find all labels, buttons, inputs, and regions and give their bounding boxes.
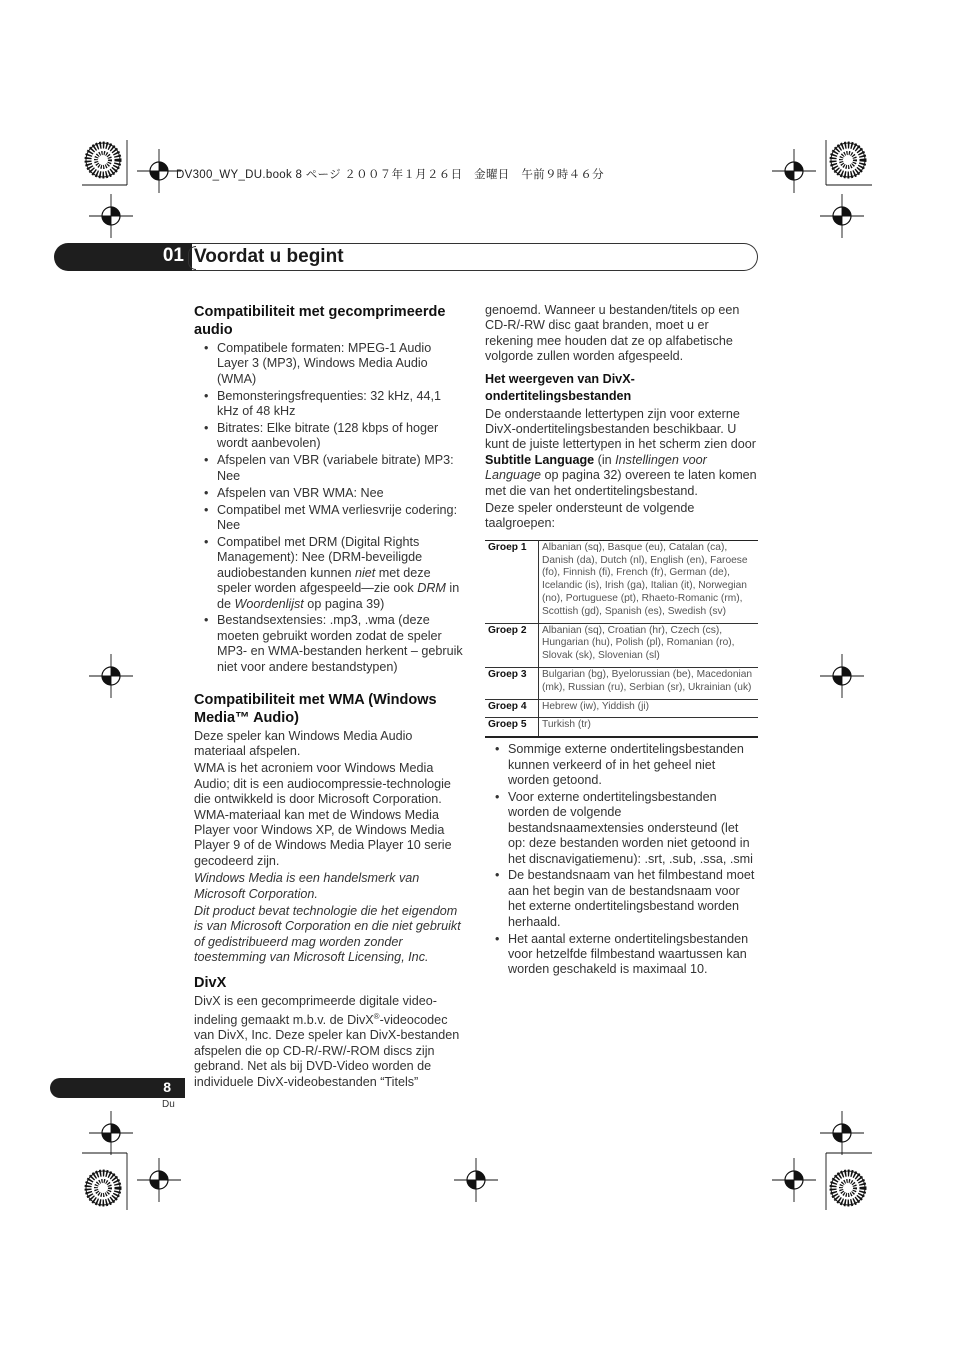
table-row xyxy=(485,540,758,623)
section-heading-divx-subtitles: Het weergeven van DivX-ondertitelingsbestanden xyxy=(485,371,635,403)
page-language-code: Du xyxy=(162,1099,175,1110)
text-run: Instellingen voor Language xyxy=(485,452,707,483)
crosshair-icon xyxy=(454,1158,498,1202)
chapter-number-tab xyxy=(54,243,192,271)
text-run: DivX is een gecomprimeerde digitale video-indeling gemaakt m.b.v. de DivX xyxy=(194,993,437,1028)
chapter-title-bar xyxy=(192,243,758,271)
text-run: Woordenlijst xyxy=(234,596,304,611)
list-item: • De bestandsnaam van het filmbestand moet aan het begin van de bestandsnaam voor het externe ondertitelingsbestand worden herhaald. xyxy=(485,868,758,930)
page-number-tab xyxy=(50,1078,185,1098)
star-target-icon xyxy=(831,143,865,177)
section-heading-divx: DivX xyxy=(194,974,227,991)
subtitle-notes-list xyxy=(485,742,758,978)
crosshair-icon xyxy=(772,149,816,193)
chapter-title: Voordat u begint xyxy=(194,246,344,267)
table-cell-languages: Albanian (sq), Croatian (hr), Czech (cs), Hungarian (hu), Polish (pl), Romanian (ro), Slovak (sk), Slovenian (sl) xyxy=(539,623,759,667)
text-run: DRM xyxy=(417,581,446,596)
paragraph: Deze speler ondersteunt de volgende taalgroepen: xyxy=(485,501,695,531)
table-cell-languages: Hebrew (iw), Yiddish (ji) xyxy=(539,699,759,718)
list-item: • Compatibele formaten: MPEG-1 Audio Layer 3 (MP3), Windows Media Audio (WMA) xyxy=(194,341,466,387)
text-run: niet xyxy=(354,565,376,580)
list-item: • Bitrates: Elke bitrate (128 kbps of hoger wordt aanbevolen) xyxy=(194,421,466,452)
chapter-number: 01 xyxy=(162,245,184,266)
crosshair-icon xyxy=(89,1111,133,1155)
table-cell-languages: Bulgarian (bg), Byelorussian (be), Macedonian (mk), Russian (ru), Serbian (sr), Ukrainian (uk) xyxy=(539,668,759,700)
crosshair-icon xyxy=(772,1158,816,1202)
language-groups-table xyxy=(485,540,758,738)
crosshair-icon xyxy=(137,1158,181,1202)
crosshair-icon xyxy=(820,654,864,698)
paragraph: WMA is het acroniem voor Windows Media Audio; dit is een audiocompressie-technologie die ontwikkeld is door Microsoft Corporation. WMA-materiaal kan met de Windows Media Player voor Windows XP, de Windows Media Player 9 of de Windows Media Player 10 serie gecodeerd zijn. xyxy=(194,761,452,868)
paragraph xyxy=(194,994,466,1090)
paragraph: genoemd. Wanneer u bestanden/titels op een CD-R/-RW disc gaat branden, moet u er rekening mee houden dat ze op alfabetische volgorde zullen worden afgespeeld. xyxy=(485,303,740,364)
text-run: -videocodec van DivX, Inc. Deze speler kan DivX-bestanden afspelen die op CD-R/-RW/-ROM discs zijn gebrand. Net als bij DVD-Video worden de individuele DivX-videobestanden “Titels” xyxy=(194,1013,460,1089)
print-info-line: DV300_WY_DU.book 8 ページ ２００７年１月２６日 金曜日 午前９時４６分 xyxy=(176,169,604,181)
paragraph xyxy=(485,407,758,499)
list-item xyxy=(194,535,466,612)
trademark-note: Windows Media is een handelsmerk van Microsoft Corporation. xyxy=(194,871,420,901)
table-row xyxy=(485,623,758,667)
section-heading-compressed-audio: Compatibiliteit met gecomprimeerde audio xyxy=(194,304,446,338)
crosshair-icon xyxy=(137,149,181,193)
table-cell-group: Groep 4 xyxy=(485,699,539,718)
list-item: • Compatibel met WMA verliesvrije codering: Nee xyxy=(194,503,466,534)
crosshair-icon xyxy=(89,194,133,238)
crosshair-icon xyxy=(820,1111,864,1155)
star-target-icon xyxy=(831,1171,865,1205)
text-run: op pagina 39) xyxy=(303,596,385,611)
table-cell-group: Groep 2 xyxy=(485,623,539,667)
list-item: • Voor externe ondertitelingsbestanden worden de volgende bestandsnaamextensies ondersteund (let op: deze bestanden worden niet getoond in het discnavigatiemenu): .srt, .sub, .ssa, .smi xyxy=(485,790,758,867)
table-cell-languages: Albanian (sq), Basque (eu), Catalan (ca), Danish (da), Dutch (nl), English (en), Faroese (fo), Finnish (fi), French (fr), German (de), Icelandic (is), Irish (ga), Italian (it), Norwegian (no), Portuguese (pt), Rhaeto-Romanic (rm), Scottish (gd), Spanish (es), Swedish (sv) xyxy=(539,540,759,623)
table-cell-group: Groep 1 xyxy=(485,540,539,623)
registered-mark: ® xyxy=(373,1012,380,1022)
star-target-icon xyxy=(86,143,120,177)
star-target-icon xyxy=(86,1171,120,1205)
text-run: in de xyxy=(217,581,460,611)
crosshair-icon xyxy=(89,654,133,698)
crosshair-icon xyxy=(820,194,864,238)
right-column xyxy=(485,303,758,979)
table-row xyxy=(485,668,758,700)
list-item: • Afspelen van VBR WMA: Nee xyxy=(194,486,466,501)
text-run: op pagina 32) overeen te laten komen met die van het ondertitelingsbestand. xyxy=(485,468,757,498)
table-cell-group: Groep 5 xyxy=(485,718,539,737)
paragraph: Deze speler kan Windows Media Audio materiaal afspelen. xyxy=(194,728,413,758)
page-number: 8 xyxy=(163,1079,171,1095)
list-item: • Bestandsextensies: .mp3, .wma (deze moeten gebruikt worden zodat de speler MP3- en WMA-bestanden herkent – gebruik niet voor andere bestandstypen) xyxy=(194,613,466,675)
text-run: (in xyxy=(594,452,616,467)
section-heading-wma: Compatibiliteit met WMA (Windows Media™ Audio) xyxy=(194,691,437,726)
text-run: Subtitle Language xyxy=(485,452,595,467)
table-row xyxy=(485,718,758,737)
list-item: • Bemonsteringsfrequenties: 32 kHz, 44,1 kHz of 48 kHz xyxy=(194,389,466,420)
text-run: met deze speler worden afgespeeld—zie ook xyxy=(217,565,431,596)
table-cell-languages: Turkish (tr) xyxy=(539,718,759,737)
table-row xyxy=(485,699,758,718)
text-run: Compatibel met DRM (Digital Rights Management): Nee (DRM-beveiligde audiobestanden kunnen xyxy=(217,534,423,580)
list-item: • Het aantal externe ondertitelingsbestanden voor hetzelfde filmbestand waartussen kan worden geschakeld is maximaal 10. xyxy=(485,932,758,978)
left-column xyxy=(194,303,466,1092)
compressed-audio-list xyxy=(194,341,466,675)
license-note: Dit product bevat technologie die het eigendom is van Microsoft Corporation en die niet gebruikt of gedistribueerd mag worden zonder toestemming van Microsoft Licensing, Inc. xyxy=(194,904,461,965)
text-run: De onderstaande lettertypen zijn voor externe DivX-ondertitelingsbestanden beschikbaar. U kunt de juiste lettertypen in het scherm zien door xyxy=(485,406,756,452)
list-item: • Sommige externe ondertitelingsbestanden kunnen verkeerd of in het geheel niet worden getoond. xyxy=(485,742,758,788)
list-item: • Afspelen van VBR (variabele bitrate) MP3: Nee xyxy=(194,453,466,484)
table-cell-group: Groep 3 xyxy=(485,668,539,700)
